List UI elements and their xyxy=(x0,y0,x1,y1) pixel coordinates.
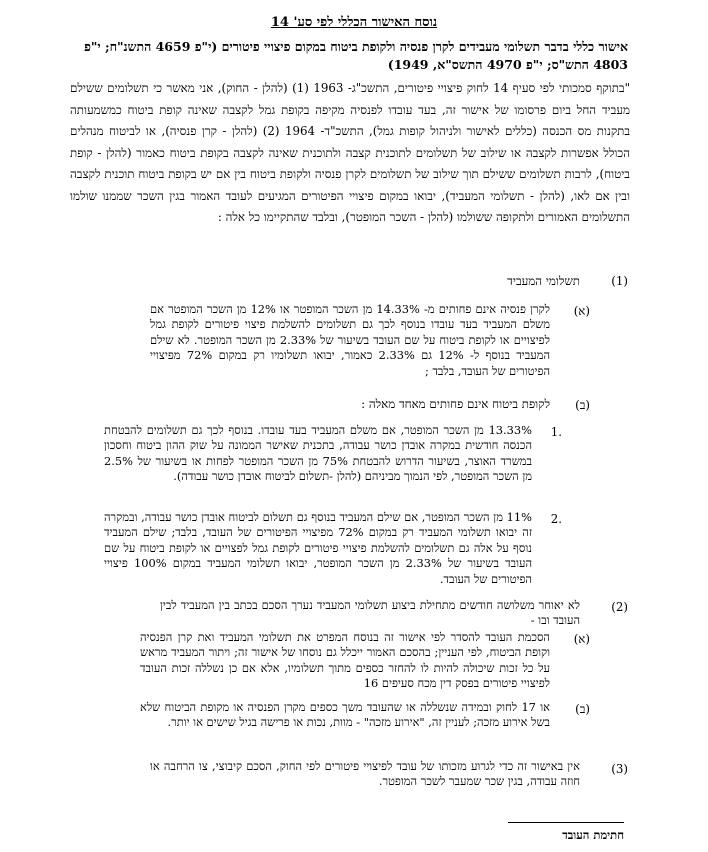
item-1a-number: (א) xyxy=(573,304,590,318)
item-2b-text: או 17 לחוק ובמידה שנשללה או שהעובד משך כספים מקרן הפנסיה או מקופת הביטוח שלא בשל אירוע מזכה; לעניין זה, "אירוע מזכה" - מוות, נכות או פרישה בגיל שישים או יותר. xyxy=(140,700,551,730)
item-2b-number: (ב) xyxy=(575,702,590,716)
section-3-number: (3) xyxy=(611,762,628,776)
intro-paragraph: "בתוקף סמכותי לפי סעיף 14 לחוק פיצויי פיטורים, התשכ"ג- 1963 (1) (להלן - החוק), אני מאשר כי תשלומים ששילם מעביד החל ביום פרסומו של אישור זה, בעד עובדו לפנסיה מקיפה בקופת גמל לקצבה שאינה קופת ביטוח כמשמעותה בתקנות מס הכנסה (כללים לאישור ולניהול קופות גמל), התשכ"ד- 1964 (2) (להלן - קרן פנסיה), או לביטוח מנהלים הכולל אפשרות לקצבה או שילוב של תשלומים לתוכנית קצבה ולתוכנית שאינה לקצבה בקופת ביטוח כאמור (להלן - קופת ביטוח), לרבות תשלומים ששילם תוך שילוב של תשלומים לקרן פנסיה ולקופת ביטוח בין אם יש בקופת ביטוח תוכנית לקצבה ובין אם לאו, (להלן - תשלומי המעביד), יבואו במקום פיצויי הפיטורים המגיעים לעובד האמור בגין השכר שממנו שולמו התשלומים האמורים ולתקופה ששולמו (להלן - השכר המופטר), ובלבד שהתקיימו כל אלה : xyxy=(70,81,631,224)
signature-line xyxy=(508,822,624,823)
document-subtitle: אישור כללי בדבר תשלומי מעבידים לקרן פנסיה ולקופת ביטוח במקום פיצויי פיטורים (י"פ 4659 התשנ"ח; י"פ 4803 התש"ס; י"פ 4970 התשס"א, 1949) xyxy=(84,39,628,72)
item-1a-text: לקרן פנסיה אינם פחותים מ- 14.33% מן השכר המופטר או 12% מן השכר המופטר אם משלם המעביד בעד עובדו בנוסף לכך גם תשלומים להשלמת פיצוי פיטורים לקופת גמל לפיצויים או לקופת ביטוח על שם העובד בשיעור של 2.33% מן השכר המופטר. לא שילם המעביד בנוסף ל- 12% גם 2.33% כאמור, יבואו תשלומיו רק במקום 72% מפיצויי הפיטורים של העובד, בלבד ; xyxy=(150,302,551,378)
item-2a-text: הסכמת העובד להסדר לפי אישור זה בנוסח המפרט את תשלומי המעביד ואת קרן הפנסיה וקופת הביטוח, לפי העניין; בהסכם האמור ייכלל גם נוסחו של אישור זה; ויתור המעביד מראש על כל זכות שיכולה להיות לו להחזר כספים מתוך תשלומיו, אלא אם כן נשללה זכות העובד לפיצויי פיטורים בפסק דין מכח סעיפים 16 xyxy=(140,630,550,691)
section-3-text: אין באישור זה כדי לגרוע מזכותו של עובד לפיצויי פיטורים לפי החוק, הסכם קיבוצי, צו הרחבה או חוזה עבודה, בגין שכר שמעבר לשכר המופטר. xyxy=(150,759,580,789)
item-1b-2-number: .2 xyxy=(550,512,562,526)
document-title: נוסח האישור הכללי לפי סע' 14 xyxy=(270,15,438,30)
section-1-label: תשלומי המעביד xyxy=(507,274,580,288)
section-2-number: (2) xyxy=(611,600,628,614)
item-1b-number: (ב) xyxy=(575,398,590,412)
item-2a-number: (א) xyxy=(573,632,590,646)
item-1b-1-number: .1 xyxy=(550,425,562,439)
section-2-text: לא יאוחר משלושה חודשים מתחילת ביצוע תשלומי המעביד נערך הסכם בכתב בין המעביד לבין העובד ובו - xyxy=(160,598,580,628)
item-1b-2-text: 11% מן השכר המופטר, אם שילם המעביד בנוסף גם תשלום לביטוח אובדן כושר עבודה, ובמקרה זה יבואו תשלומי המעביד רק במקום 72% מפיצויי הפיטורים של העובד, בלבד; שילם המעביד נוסף על אלה גם תשלומים להשלמת פיצויי פיטורים לקופת גמל לפצויים או לקופת ביטוח על שם העובד בשיעור של 2.33% מן השכר המופטר, יבואו תשלומי המעביד במקום 100% פיצויי הפיטורים של העובד. xyxy=(104,510,533,586)
item-1b-label: לקופת ביטוח אינם פחותים מאחד מאלה : xyxy=(361,397,550,411)
employee-signature-label: חתימת העובד xyxy=(562,828,624,842)
item-1b-1-text: 13.33% מן השכר המופטר, אם משלם המעביד בעד עובדו. בנוסף לכך גם תשלומים להבטחת הכנסה חודשית במקרה אובדן כושר עבודה, בתכנית שאישר הממונה על שוק ההון ביטוח וחסכון במשרד האוצר, בשיעור הדרוש להבטחת 75% מן השכר המופטר לפחות או בשיעור של 2.5% מן השכר המופטר, לפי הנמוך מביניהם (להלן -תשלום לביטוח אובדן כושר עבודה). xyxy=(104,423,532,484)
section-1-number: (1) xyxy=(611,274,628,288)
